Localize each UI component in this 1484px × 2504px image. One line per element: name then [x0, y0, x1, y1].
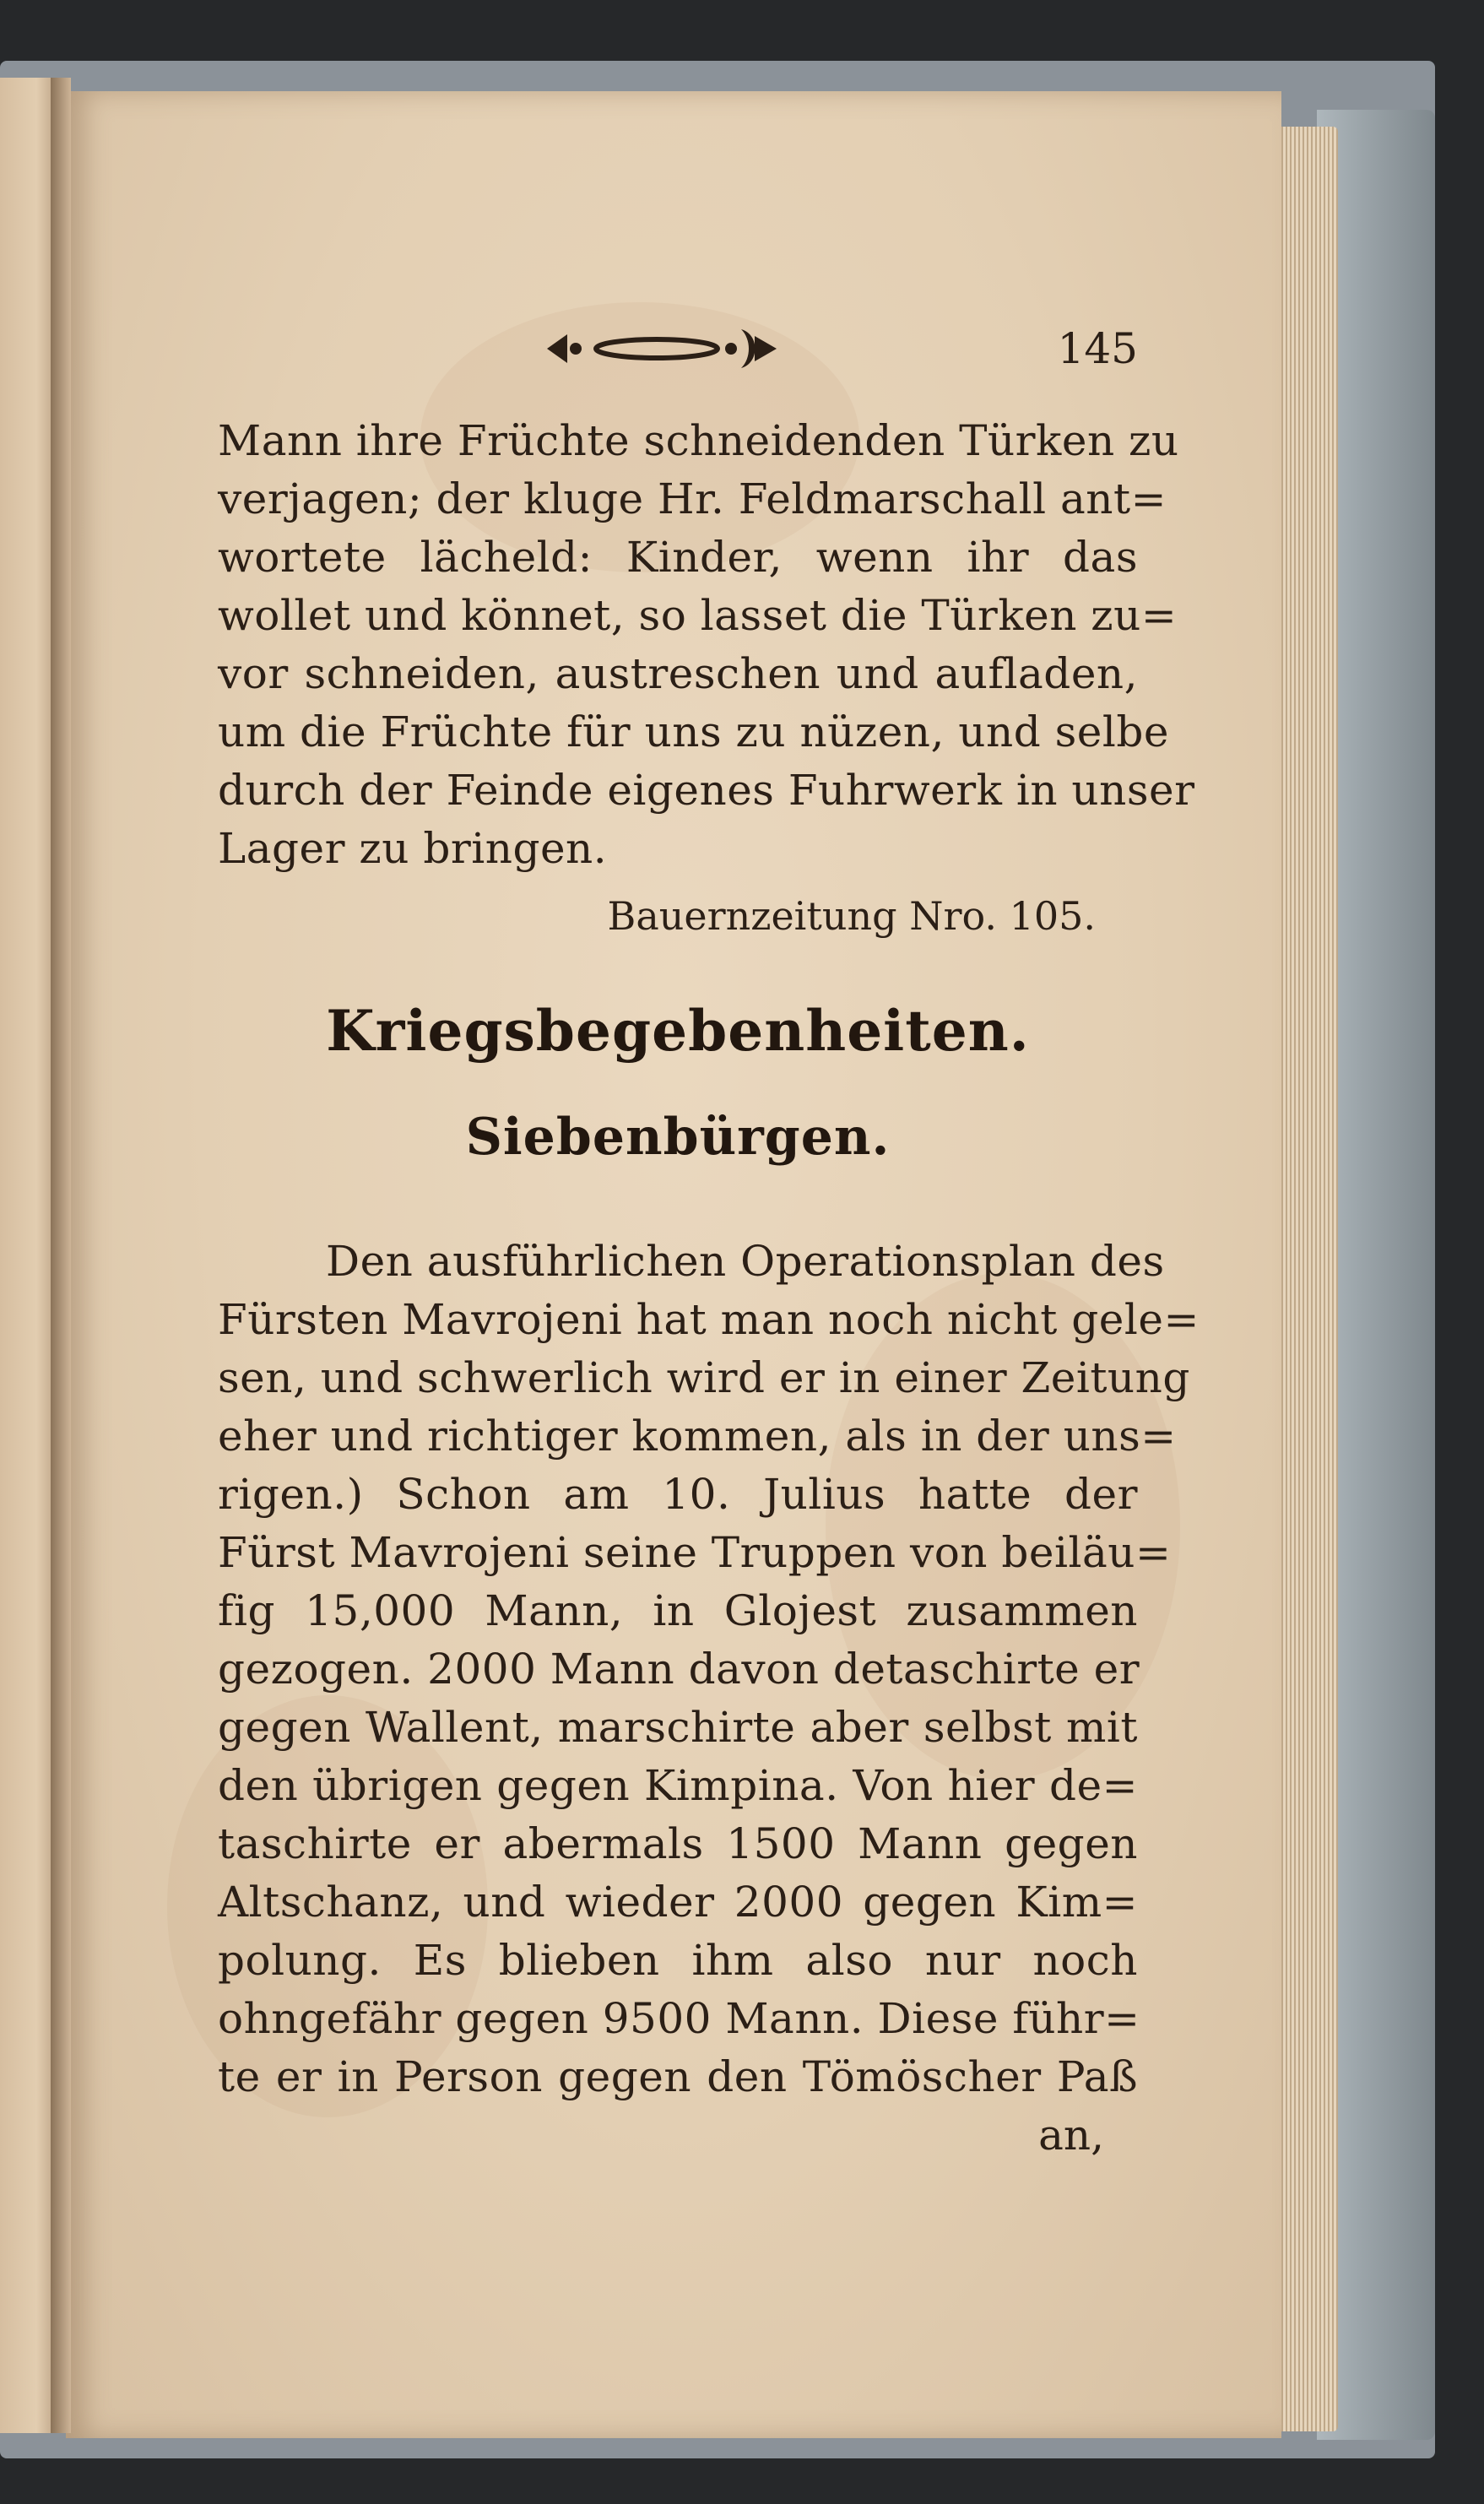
text-line: um die Früchte für uns zu nüzen, und selbe [218, 707, 1169, 756]
page-gutter [51, 78, 71, 2433]
text-line: Altschanz, und wieder 2000 gegen Kim= [218, 1878, 1138, 1927]
text-line: wollet und könnet, so lasset die Türken zu= [218, 591, 1178, 640]
text-line: taschirte er abermals 1500 Mann gegen [218, 1819, 1138, 1868]
text-line: verjagen; der kluge Hr. Feldmarschall ant= [218, 474, 1167, 523]
text-line: gegen Wallent, marschirte aber selbst mit [218, 1703, 1138, 1752]
text-line: Fürst Mavrojeni seine Truppen von beiläu= [218, 1528, 1172, 1577]
text-line: eher und richtiger kommen, als in der uns= [218, 1412, 1177, 1461]
subsection-heading: Siebenbürgen. [465, 1108, 891, 1167]
text-line: Mann ihre Früchte schneidenden Türken zu [218, 416, 1179, 465]
text-line: Den ausführlichen Operationsplan des [326, 1237, 1165, 1286]
text-line: den übrigen gegen Kimpina. Von hier de= [218, 1761, 1138, 1810]
text-line: te er in Person gegen den Tömöscher Paß [218, 2052, 1138, 2101]
page-header [218, 319, 1138, 387]
paragraph-continued [218, 412, 1195, 878]
text-line: gezogen. 2000 Mann davon detaschirte er [218, 1645, 1140, 1694]
page-number: 145 [1057, 324, 1138, 373]
text-line: polung. Es blieben ihm also nur noch [218, 1936, 1138, 1985]
paragraph-main [218, 1233, 1200, 2106]
text-line: rigen.) Schon am 10. Julius hatte der [218, 1470, 1138, 1519]
text-line: durch der Feinde eigenes Fuhrwerk in unser [218, 766, 1195, 815]
section-heading: Kriegsbegebenheiten. [326, 998, 1030, 1064]
source-citation: Bauernzeitung Nro. 105. [607, 893, 1096, 939]
text-line: Fürsten Mavrojeni hat man noch nicht gele= [218, 1295, 1200, 1344]
text-line: vor schneiden, austreschen und aufladen, [218, 649, 1138, 698]
text-line: fig 15,000 Mann, in Glojest zusammen [218, 1586, 1138, 1635]
printer-ornament-icon [539, 319, 783, 378]
text-line: ohngefähr gegen 9500 Mann. Diese führ= [218, 1994, 1140, 2043]
text-line: wortete lächeld: Kinder, wenn ihr das [218, 533, 1138, 582]
catchword: an, [1038, 2111, 1104, 2160]
text-line: sen, und schwerlich wird er in einer Zeitung [218, 1353, 1190, 1402]
text-line: Lager zu bringen. [218, 824, 608, 873]
